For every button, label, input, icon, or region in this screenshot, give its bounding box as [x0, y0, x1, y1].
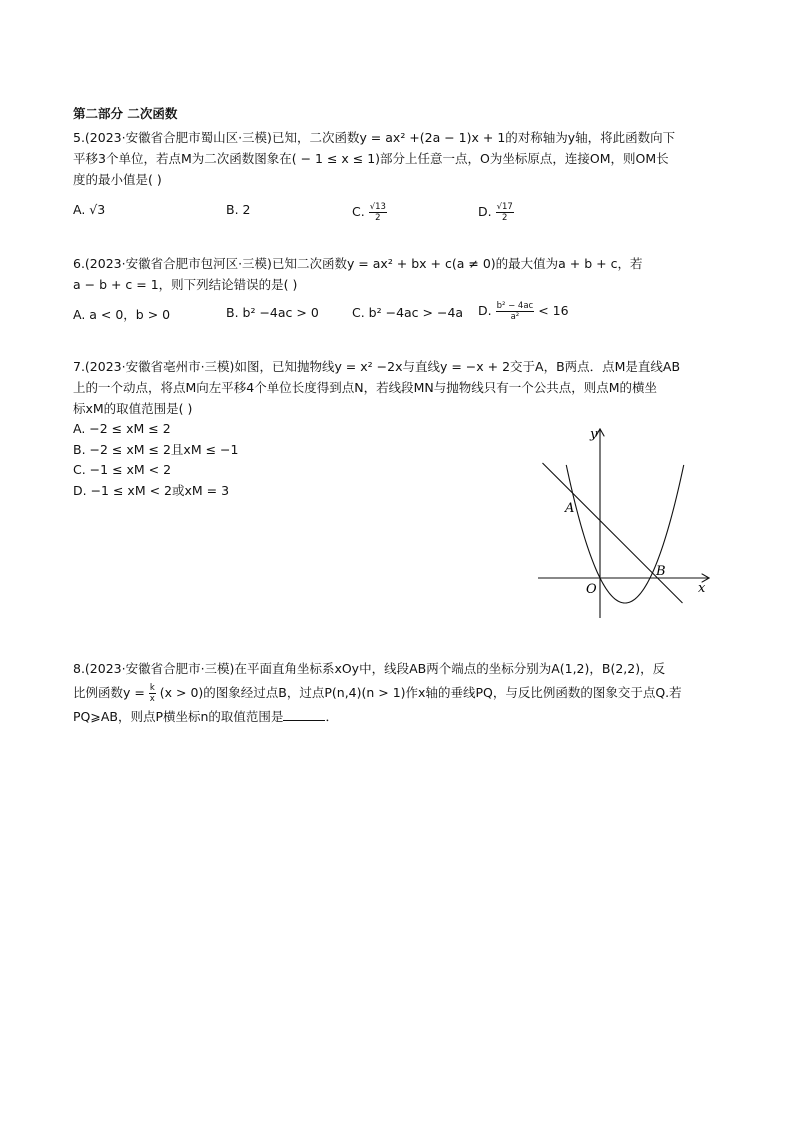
q5-line-3: 度的最小值是( )	[73, 172, 162, 187]
question-8	[73, 657, 723, 729]
fraction-numerator: k	[149, 683, 155, 693]
q6-line-2: a − b + c = 1，则下列结论错误的是( )	[73, 277, 298, 292]
q5-option-a[interactable]: A. √3	[73, 202, 106, 217]
q6-line-1: 6.(2023·安徽省合肥市包河区·三模)已知二次函数y = ax² + bx + c(a ≠ 0)的最大值为a + b + c，若	[73, 256, 643, 271]
fraction-denominator: a²	[510, 312, 520, 322]
q8-line-2	[73, 681, 723, 705]
q8-line-2-end: (x > 0)的图象经过点B，过点P(n,4)(n > 1)作x轴的垂线PQ，与反比例函数的图象交于点Q.若	[159, 685, 682, 700]
label-y: y	[590, 427, 598, 442]
q5-line-2: 平移3个单位，若点M为二次函数图象在( − 1 ≤ x ≤ 1)部分上任意一点，O为坐标原点，连接OM，则OM长	[73, 151, 669, 166]
q6-options	[73, 301, 723, 325]
q7-option-b[interactable]: B. −2 ≤ xM ≤ 2且xM ≤ −1	[73, 441, 239, 457]
q5-option-c[interactable]	[352, 202, 387, 223]
q7-line-1: 7.(2023·安徽省亳州市·三模)如图，已知抛物线y = x² −2x与直线y = −x + 2交于A，B两点．点M是直线AB	[73, 359, 681, 374]
q6-option-d-tail: < 16	[538, 303, 569, 318]
label-point-a: A	[565, 501, 575, 516]
q8-fraction-k-over-x	[149, 683, 156, 704]
q7-line-2: 上的一个动点，将点M向左平移4个单位长度得到点N，若线段MN与抛物线只有一个公共点，则点M的横坐	[73, 380, 658, 395]
q8-line-3	[73, 705, 723, 729]
q7-option-d[interactable]: D. −1 ≤ xM < 2或xM = 3	[73, 482, 230, 498]
q6-option-d[interactable]	[478, 301, 569, 322]
q8-line-2-start: 比例函数y =	[73, 685, 145, 700]
q5-option-d-label: D.	[478, 204, 492, 219]
q5-option-d-fraction	[496, 202, 514, 223]
q6-option-b[interactable]: B. b² −4ac > 0	[226, 305, 319, 320]
fraction-numerator: √17	[496, 202, 513, 212]
q7-option-a[interactable]: A. −2 ≤ xM ≤ 2	[73, 421, 171, 436]
q6-option-d-label: D.	[478, 303, 492, 318]
q8-line-1: 8.(2023·安徽省合肥市·三模)在平面直角坐标系xOy中，线段AB两个端点的坐标分别为A(1,2)，B(2,2)，反	[73, 661, 666, 676]
q6-option-a[interactable]: A. a < 0，b > 0	[73, 307, 171, 322]
label-origin: O	[586, 582, 597, 597]
question-5	[73, 127, 723, 190]
q5-option-c-label: C.	[352, 204, 365, 219]
question-6	[73, 253, 723, 295]
q7-graph	[530, 420, 720, 625]
fraction-numerator: b² − 4ac	[496, 301, 534, 311]
q7-line-3: 标xM的取值范围是( )	[73, 401, 193, 416]
label-x: x	[698, 581, 706, 596]
fraction-denominator: x	[149, 694, 155, 704]
q6-option-c[interactable]: C. b² −4ac > −4a	[352, 305, 464, 320]
answer-blank[interactable]	[283, 708, 325, 721]
fraction-denominator: 2	[502, 213, 508, 223]
fraction-numerator: √13	[369, 202, 386, 212]
question-7	[73, 356, 723, 419]
q5-options	[73, 202, 723, 222]
q6-option-d-fraction	[496, 301, 535, 322]
section-title: 第二部分 二次函数	[73, 106, 178, 121]
q7-options	[73, 419, 238, 501]
parabola-curve	[566, 465, 684, 603]
fraction-denominator: 2	[375, 213, 381, 223]
q5-line-1: 5.(2023·安徽省合肥市蜀山区·三模)已知，二次函数y = ax² +(2a − 1)x + 1的对称轴为y轴，将此函数向下	[73, 130, 676, 145]
label-point-b: B	[656, 564, 666, 579]
line-ab	[543, 463, 683, 603]
q5-option-b[interactable]: B. 2	[226, 202, 251, 217]
q8-line-3-end: ．	[325, 709, 338, 724]
q8-line-3-start: PQ⩾AB，则点P横坐标n的取值范围是	[73, 709, 284, 724]
q7-option-c[interactable]: C. −1 ≤ xM < 2	[73, 462, 172, 477]
q5-option-c-fraction	[369, 202, 387, 223]
q5-option-d[interactable]	[478, 202, 514, 223]
